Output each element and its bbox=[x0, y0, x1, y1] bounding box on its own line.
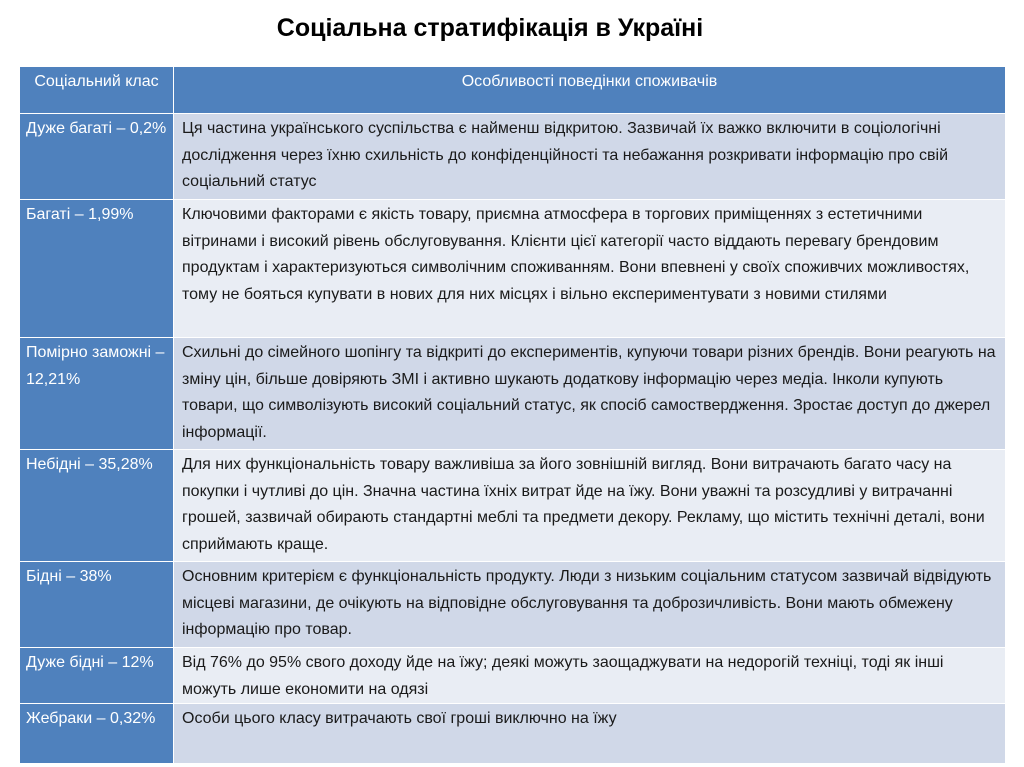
table-row bbox=[20, 338, 1006, 450]
row-class-label: Жебраки – 0,32% bbox=[20, 704, 174, 764]
row-class-label: Багаті – 1,99% bbox=[20, 200, 174, 338]
row-class-label: Дуже багаті – 0,2% bbox=[20, 114, 174, 200]
row-description: Для них функціональність товару важливіша за його зовнішній вигляд. Вони витрачають багато часу на покупки і чутливі до цін. Значна частина їхніх витрат йде на їжу. Вони уважні та розсудливі у витрачанні грошей, зазвичай обирають стандартні меблі та предмети декору. Рекламу, що містить технічні деталі, вони сприймають краще. bbox=[174, 450, 1006, 562]
table-row bbox=[20, 648, 1006, 704]
table-row bbox=[20, 450, 1006, 562]
row-description: Від 76% до 95% свого доходу йде на їжу; деякі можуть заощаджувати на недорогій техніці, тоді як інші можуть лише економити на одязі bbox=[174, 648, 1006, 704]
header-consumer-behavior: Особливості поведінки споживачів bbox=[174, 67, 1006, 114]
table-row bbox=[20, 562, 1006, 648]
row-description: Ця частина українського суспільства є найменш відкритою. Зазвичай їх важко включити в соціологічні дослідження через їхню схильність до конфіденційності та небажання розкривати інформацію про свій соціальний статус bbox=[174, 114, 1006, 200]
row-description: Ключовими факторами є якість товару, приємна атмосфера в торгових приміщеннях з естетичними вітринами і високий рівень обслуговування. Клієнти цієї категорії часто віддають перевагу брендовим продуктам і характеризуються символічним споживанням. Вони впевнені у своїх споживчих можливостях, тому не бояться купувати в нових для них місцях і вільно експериментувати з новими стилями bbox=[174, 200, 1006, 338]
row-class-label: Помірно заможні – 12,21% bbox=[20, 338, 174, 450]
row-description: Схильні до сімейного шопінгу та відкриті до експериментів, купуючи товари різних брендів. Вони реагують на зміну цін, більше довіряють ЗМІ і активно шукають додаткову інформацію через медіа. Інколи купують товари, що символізують високий соціальний статус, як спосіб самоствердження. Зростає доступ до джерел інформації. bbox=[174, 338, 1006, 450]
table-row bbox=[20, 114, 1006, 200]
row-class-label: Небідні – 35,28% bbox=[20, 450, 174, 562]
page-title: Соціальна стратифікація в Україні bbox=[276, 14, 704, 42]
row-description: Особи цього класу витрачають свої гроші виключно на їжу bbox=[174, 704, 1006, 764]
header-social-class: Соціальний клас bbox=[20, 67, 174, 114]
row-description: Основним критерієм є функціональність продукту. Люди з низьким соціальним статусом зазвичай відвідують місцеві магазини, де очікують на відповідне обслуговування та доброзичливість. Вони мають обмежену інформацію про товар. bbox=[174, 562, 1006, 648]
table-row bbox=[20, 704, 1006, 764]
row-class-label: Дуже бідні – 12% bbox=[20, 648, 174, 704]
table-header-row bbox=[20, 67, 1006, 114]
table-row bbox=[20, 200, 1006, 338]
row-class-label: Бідні – 38% bbox=[20, 562, 174, 648]
stratification-table bbox=[19, 66, 1006, 764]
